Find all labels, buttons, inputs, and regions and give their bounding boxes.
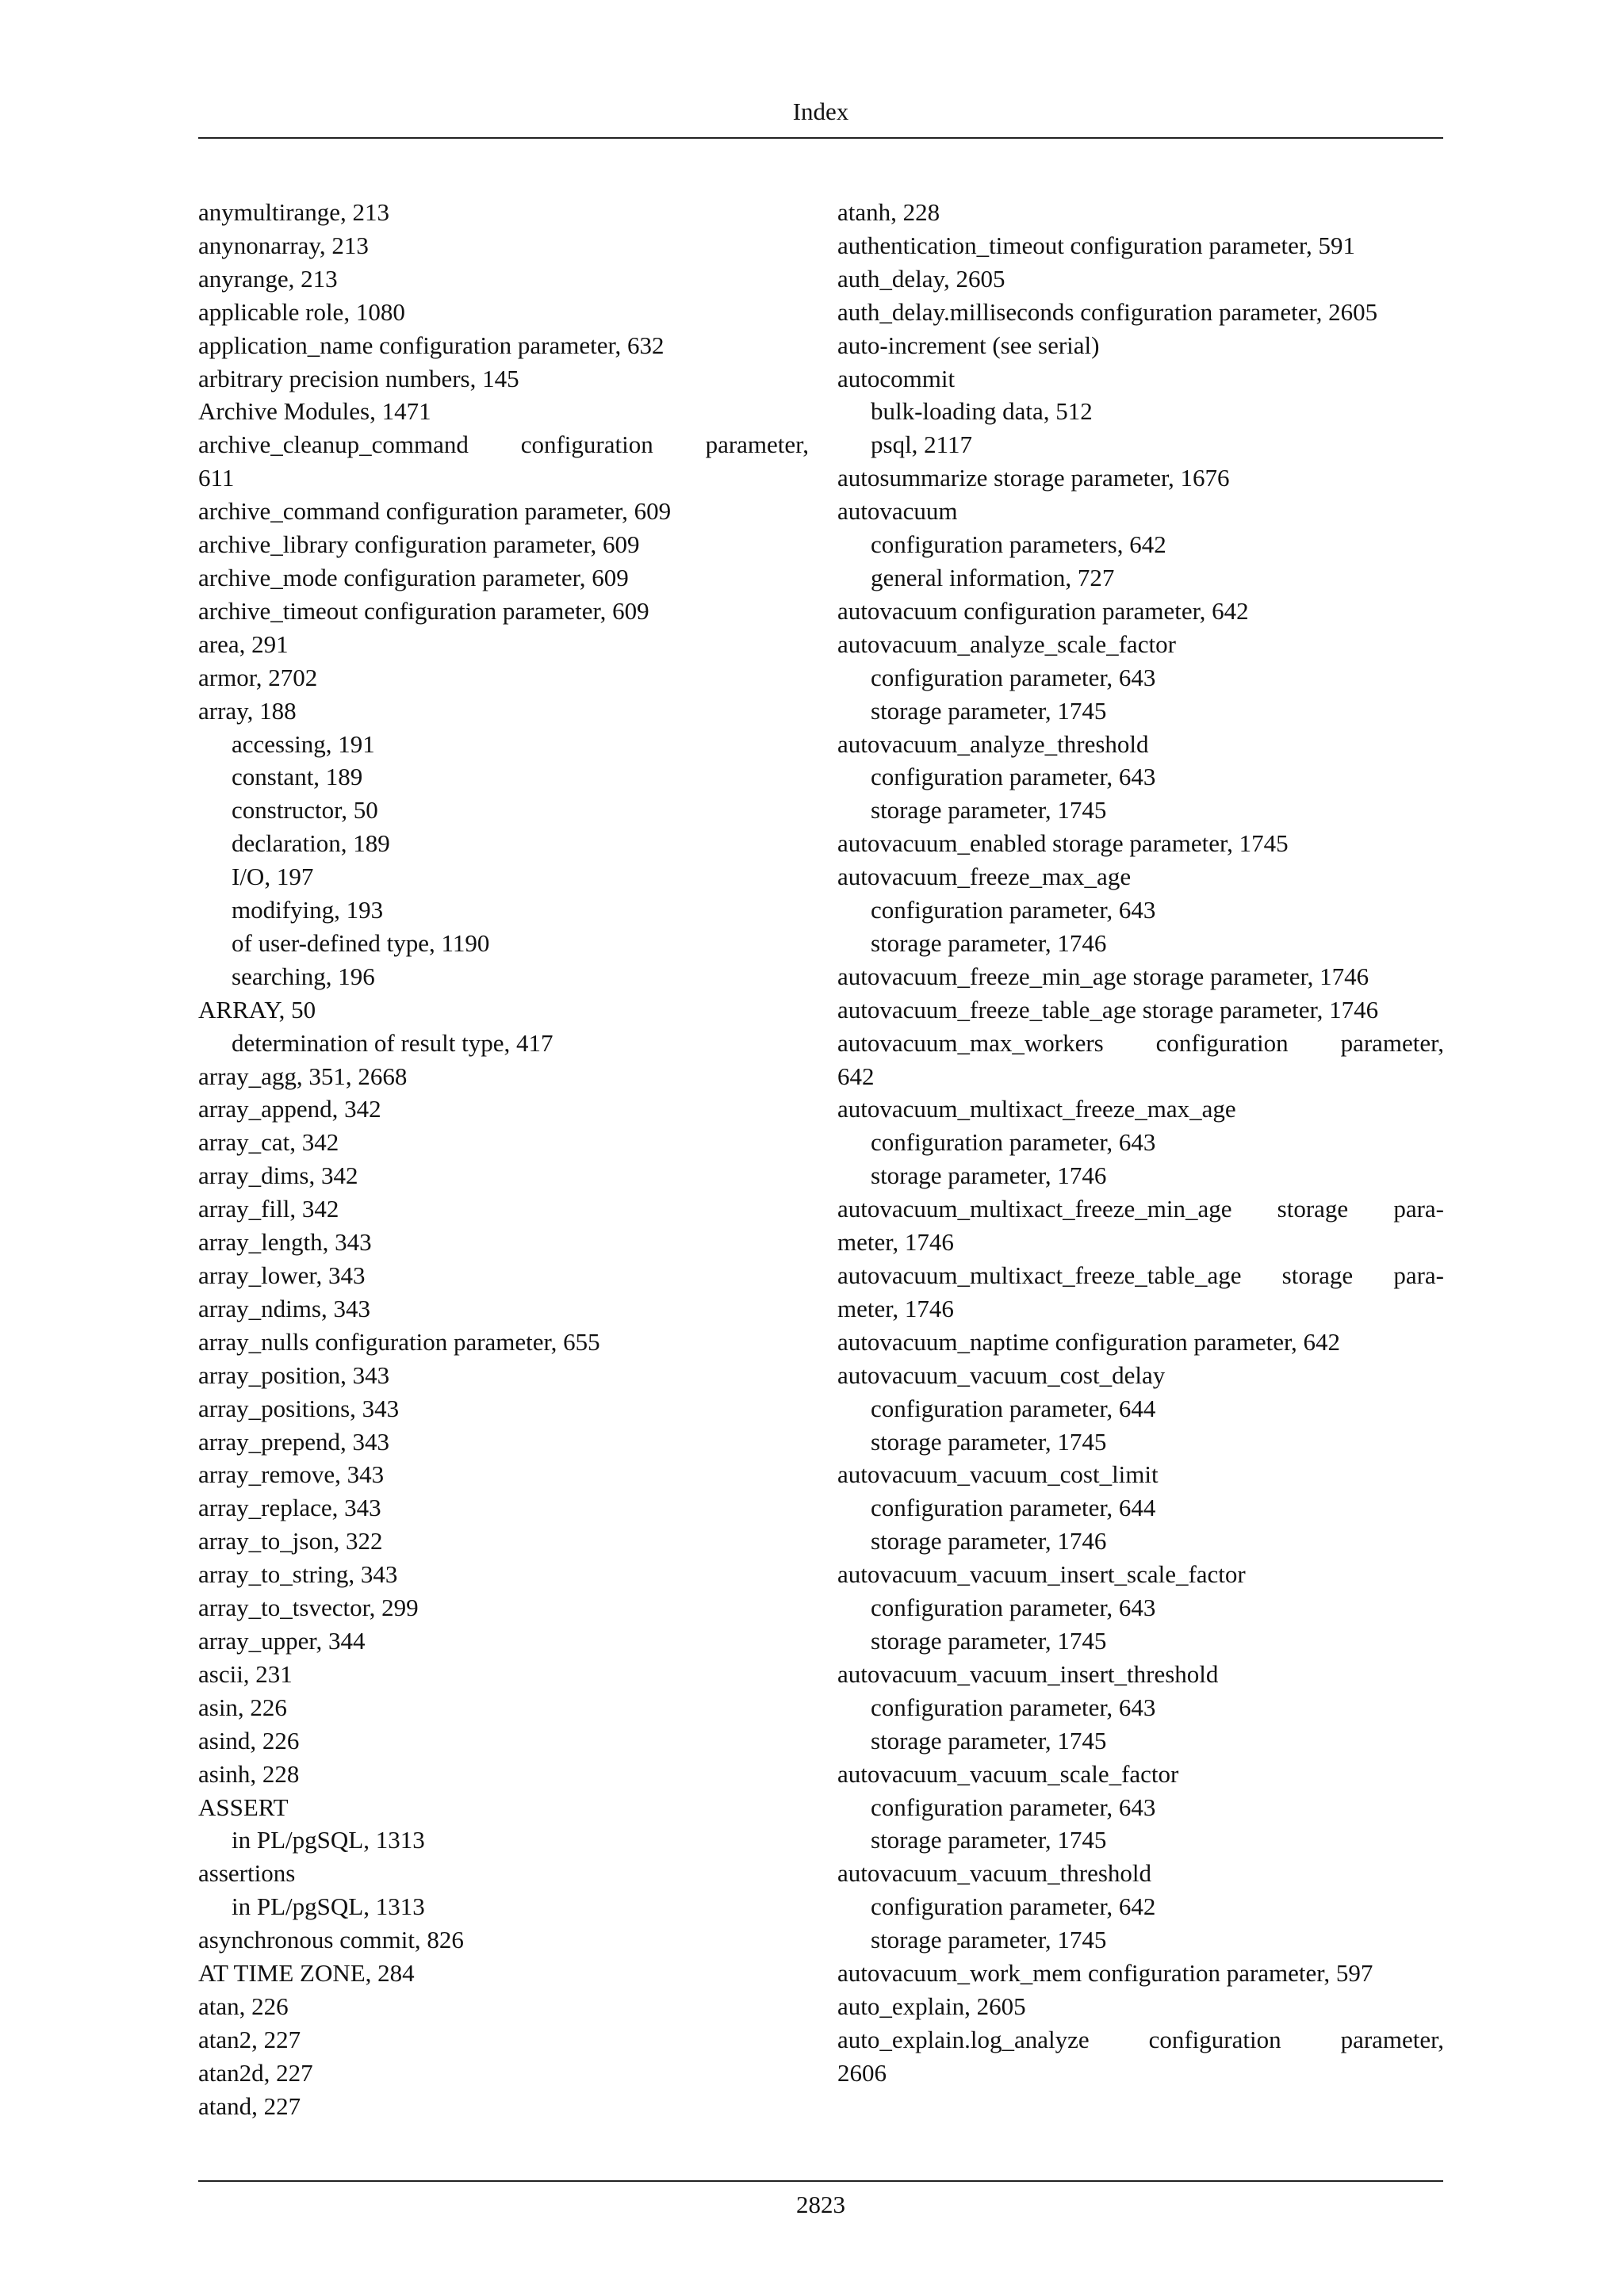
footer-rule	[198, 2180, 1443, 2182]
index-entry: applicable role, 1080	[198, 297, 405, 326]
index-entry: ascii, 231	[198, 1659, 293, 1688]
index-subentry: determination of result type, 417	[232, 1028, 553, 1057]
index-subentry: storage parameter, 1745	[871, 796, 1107, 825]
index-entry: autovacuum_vacuum_insert_threshold	[837, 1659, 1219, 1688]
index-entry: array_prepend, 343	[198, 1427, 390, 1456]
index-entry: autovacuum configuration parameter, 642	[837, 596, 1249, 625]
index-entry: array_position, 343	[198, 1360, 390, 1389]
index-entry: area, 291	[198, 629, 289, 658]
index-entry: atan, 226	[198, 1992, 289, 2020]
index-entry: autovacuum_vacuum_insert_scale_factor	[837, 1560, 1246, 1589]
index-subentry: storage parameter, 1745	[871, 1427, 1107, 1456]
index-entry: autovacuum_naptime configuration parameter, 642	[837, 1327, 1341, 1356]
index-entry: array_remove, 343	[198, 1460, 385, 1489]
index-subentry: configuration parameter, 643	[871, 1793, 1156, 1821]
index-entry: autocommit	[837, 364, 956, 392]
index-entry: atan2, 227	[198, 2025, 301, 2053]
index-subentry: general information, 727	[871, 563, 1115, 591]
index-entry: array_append, 342	[198, 1095, 381, 1123]
index-entry: array_nulls configuration parameter, 655	[198, 1327, 600, 1356]
index-entry: auth_delay, 2605	[837, 264, 1005, 293]
index-entry: autovacuum_multixact_freeze_min_age storage para-	[837, 1195, 1444, 1223]
index-entry: meter, 1746	[837, 1228, 954, 1257]
index-entry: archive_mode configuration parameter, 609	[198, 563, 629, 591]
index-subentry: storage parameter, 1745	[871, 1726, 1107, 1755]
index-entry: autovacuum_multixact_freeze_table_age storage para-	[837, 1261, 1444, 1289]
index-subentry: configuration parameter, 643	[871, 896, 1156, 924]
index-entry: Archive Modules, 1471	[198, 397, 431, 426]
index-entry: asind, 226	[198, 1726, 300, 1755]
index-entry: ASSERT	[198, 1793, 289, 1821]
index-entry: auto-increment (see serial)	[837, 331, 1100, 359]
index-subentry: in PL/pgSQL, 1313	[232, 1892, 425, 1921]
index-entry: atanh, 228	[837, 198, 940, 226]
index-entry: array_dims, 342	[198, 1161, 358, 1190]
index-entry: array_cat, 342	[198, 1128, 339, 1157]
index-entry: asynchronous commit, 826	[198, 1926, 464, 1954]
index-subentry: searching, 196	[232, 962, 375, 990]
index-entry: array_upper, 344	[198, 1626, 366, 1655]
index-subentry: bulk-loading data, 512	[871, 397, 1093, 426]
index-entry: anynonarray, 213	[198, 231, 369, 259]
index-entry: archive_command configuration parameter, 609	[198, 497, 672, 526]
index-entry: array_to_string, 343	[198, 1560, 398, 1589]
header-rule	[198, 137, 1443, 139]
page-number: 2823	[796, 2191, 845, 2218]
index-entry: authentication_timeout configuration parameter, 591	[837, 231, 1355, 259]
running-header: Index	[792, 98, 849, 125]
index-entry: autovacuum	[837, 497, 958, 526]
index-subentry: constructor, 50	[232, 796, 378, 825]
index-entry: auto_explain, 2605	[837, 1992, 1026, 2020]
index-entry: asin, 226	[198, 1693, 287, 1721]
index-column-left	[198, 196, 809, 2123]
index-entry: array_length, 343	[198, 1228, 372, 1257]
index-subentry: declaration, 189	[232, 829, 390, 858]
index-entry: auto_explain.log_analyze configuration parameter,	[837, 2025, 1444, 2053]
index-subentry: storage parameter, 1745	[871, 1926, 1107, 1954]
index-subentry: storage parameter, 1746	[871, 928, 1107, 957]
index-entry: atand, 227	[198, 2091, 301, 2120]
index-subentry: configuration parameter, 644	[871, 1494, 1156, 1522]
index-subentry: accessing, 191	[232, 729, 375, 758]
index-entry: atan2d, 227	[198, 2058, 313, 2087]
index-subentry: storage parameter, 1746	[871, 1527, 1107, 1556]
index-entry: autovacuum_analyze_scale_factor	[837, 629, 1176, 658]
index-subentry: in PL/pgSQL, 1313	[232, 1826, 425, 1854]
index-entry: archive_cleanup_command configuration parameter,	[198, 430, 809, 459]
index-entry: 611	[198, 464, 235, 492]
index-entry: anyrange, 213	[198, 264, 338, 293]
index-entry: autovacuum_freeze_min_age storage parameter, 1746	[837, 962, 1369, 990]
index-entry: auth_delay.milliseconds configuration parameter, 2605	[837, 297, 1378, 326]
index-subentry: psql, 2117	[871, 430, 973, 459]
index-subentry: storage parameter, 1745	[871, 696, 1107, 725]
index-entry: autovacuum_vacuum_cost_delay	[837, 1360, 1166, 1389]
index-entry: application_name configuration parameter, 632	[198, 331, 665, 359]
index-entry: array_replace, 343	[198, 1494, 381, 1522]
index-subentry: configuration parameter, 643	[871, 1128, 1156, 1157]
index-subentry: configuration parameter, 643	[871, 1594, 1156, 1622]
index-entry: meter, 1746	[837, 1294, 954, 1322]
index-entry: autovacuum_freeze_max_age	[837, 863, 1132, 891]
index-subentry: configuration parameter, 643	[871, 663, 1156, 691]
index-entry: array_agg, 351, 2668	[198, 1062, 408, 1090]
index-entry: array_to_tsvector, 299	[198, 1594, 419, 1622]
index-entry: array_fill, 342	[198, 1195, 339, 1223]
index-subentry: of user-defined type, 1190	[232, 928, 490, 957]
index-entry: autovacuum_freeze_table_age storage parameter, 1746	[837, 995, 1379, 1024]
index-subentry: configuration parameters, 642	[871, 530, 1166, 559]
index-entry: anymultirange, 213	[198, 198, 390, 226]
index-entry: autovacuum_analyze_threshold	[837, 729, 1149, 758]
index-entry: autosummarize storage parameter, 1676	[837, 464, 1230, 492]
index-subentry: modifying, 193	[232, 896, 384, 924]
index-subentry: I/O, 197	[232, 863, 314, 891]
index-entry: asinh, 228	[198, 1759, 300, 1788]
index-entry: 642	[837, 1062, 875, 1090]
index-subentry: configuration parameter, 643	[871, 1693, 1156, 1721]
index-entry: armor, 2702	[198, 663, 318, 691]
index-subentry: storage parameter, 1745	[871, 1626, 1107, 1655]
index-entry: autovacuum_multixact_freeze_max_age	[837, 1095, 1236, 1123]
index-entry: assertions	[198, 1859, 296, 1888]
index-entry: autovacuum_vacuum_scale_factor	[837, 1759, 1179, 1788]
index-subentry: configuration parameter, 642	[871, 1892, 1156, 1921]
index-column-right	[837, 196, 1444, 2090]
index-entry: archive_timeout configuration parameter, 609	[198, 596, 649, 625]
index-subentry: storage parameter, 1745	[871, 1826, 1107, 1854]
index-entry: AT TIME ZONE, 284	[198, 1959, 415, 1988]
index-entry: 2606	[837, 2058, 887, 2087]
index-entry: array_positions, 343	[198, 1394, 400, 1422]
index-entry: array, 188	[198, 696, 297, 725]
index-entry: ARRAY, 50	[198, 995, 316, 1024]
index-entry: arbitrary precision numbers, 145	[198, 364, 519, 392]
index-subentry: configuration parameter, 643	[871, 763, 1156, 791]
index-entry: autovacuum_max_workers configuration parameter,	[837, 1028, 1444, 1057]
index-entry: autovacuum_enabled storage parameter, 1745	[837, 829, 1289, 858]
index-entry: autovacuum_vacuum_cost_limit	[837, 1460, 1159, 1489]
index-subentry: configuration parameter, 644	[871, 1394, 1156, 1422]
index-entry: autovacuum_vacuum_threshold	[837, 1859, 1152, 1888]
index-entry: array_lower, 343	[198, 1261, 366, 1289]
index-entry: array_ndims, 343	[198, 1294, 370, 1322]
index-subentry: constant, 189	[232, 763, 363, 791]
index-entry: archive_library configuration parameter, 609	[198, 530, 640, 559]
index-subentry: storage parameter, 1746	[871, 1161, 1107, 1190]
index-entry: autovacuum_work_mem configuration parameter, 597	[837, 1959, 1373, 1988]
index-entry: array_to_json, 322	[198, 1527, 383, 1556]
